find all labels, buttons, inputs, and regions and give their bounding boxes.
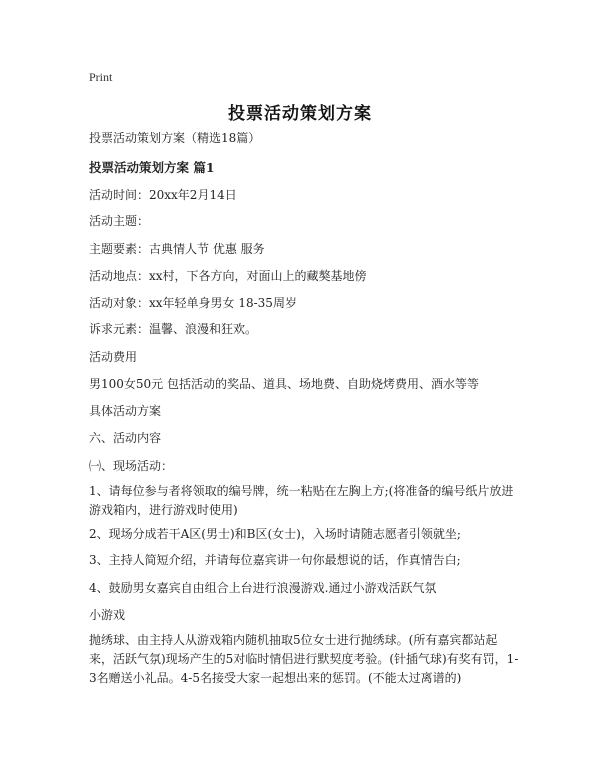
paragraph-games-details: 抛绣球、由主持人从游戏箱内随机抽取5位女士进行抛绣球。(所有嘉宾都站起来，活跃气氛)现场产生的5对临时情侣进行默契度考验。(针插气球)有奖有罚，1-3名赠送小礼品。4-5名接受大家一起想出来的惩罚。(不能太过离谱的) — [89, 633, 519, 685]
section-heading: 投票活动策划方案 篇1 — [89, 160, 215, 175]
paragraph-location: 活动地点：xx村，下各方向，对面山上的藏獒基地傍 — [89, 269, 367, 283]
paragraph-audience: 活动对象：xx年轻单身男女 18-35周岁 — [89, 296, 297, 310]
paragraph-fee-details: 男100女50元 包括活动的奖品、道具、场地费、自助烧烤费用、酒水等等 — [89, 377, 479, 391]
paragraph-appeal: 诉求元素：温馨、浪漫和狂欢。 — [89, 322, 258, 336]
paragraph-step-1: 1、请每位参与者将领取的编号牌，统一粘贴在左胸上方;(将准备的编号纸片放进游戏箱内，进行游戏时使用) — [89, 484, 514, 517]
paragraph-plan-heading: 具体活动方案 — [89, 404, 162, 418]
print-label[interactable]: Print — [89, 70, 113, 84]
paragraph-step-2: 2、现场分成若干A区(男士)和B区(女士)，入场时请随志愿者引领就坐; — [89, 527, 461, 541]
paragraph-games-heading: 小游戏 — [89, 608, 126, 622]
document-subtitle: 投票活动策划方案（精选18篇） — [89, 131, 261, 145]
paragraph-step-4: 4、鼓励男女嘉宾自由组合上台进行浪漫游戏.通过小游戏活跃气氛 — [89, 581, 437, 595]
paragraph-activity-theme: 活动主题： — [89, 214, 150, 228]
paragraph-step-3: 3、主持人简短介绍，并请每位嘉宾讲一句你最想说的话，作真情告白; — [89, 553, 461, 567]
paragraph-onsite-heading: ㈠、现场活动： — [89, 459, 174, 473]
paragraph-content-heading: 六、活动内容 — [89, 431, 162, 445]
paragraph-fee-heading: 活动费用 — [89, 350, 138, 364]
document-title: 投票活动策划方案 — [228, 104, 372, 124]
paragraph-theme-elements: 主题要素：古典情人节 优惠 服务 — [89, 242, 265, 256]
paragraph-activity-time: 活动时间：20xx年2月14日 — [89, 188, 237, 202]
